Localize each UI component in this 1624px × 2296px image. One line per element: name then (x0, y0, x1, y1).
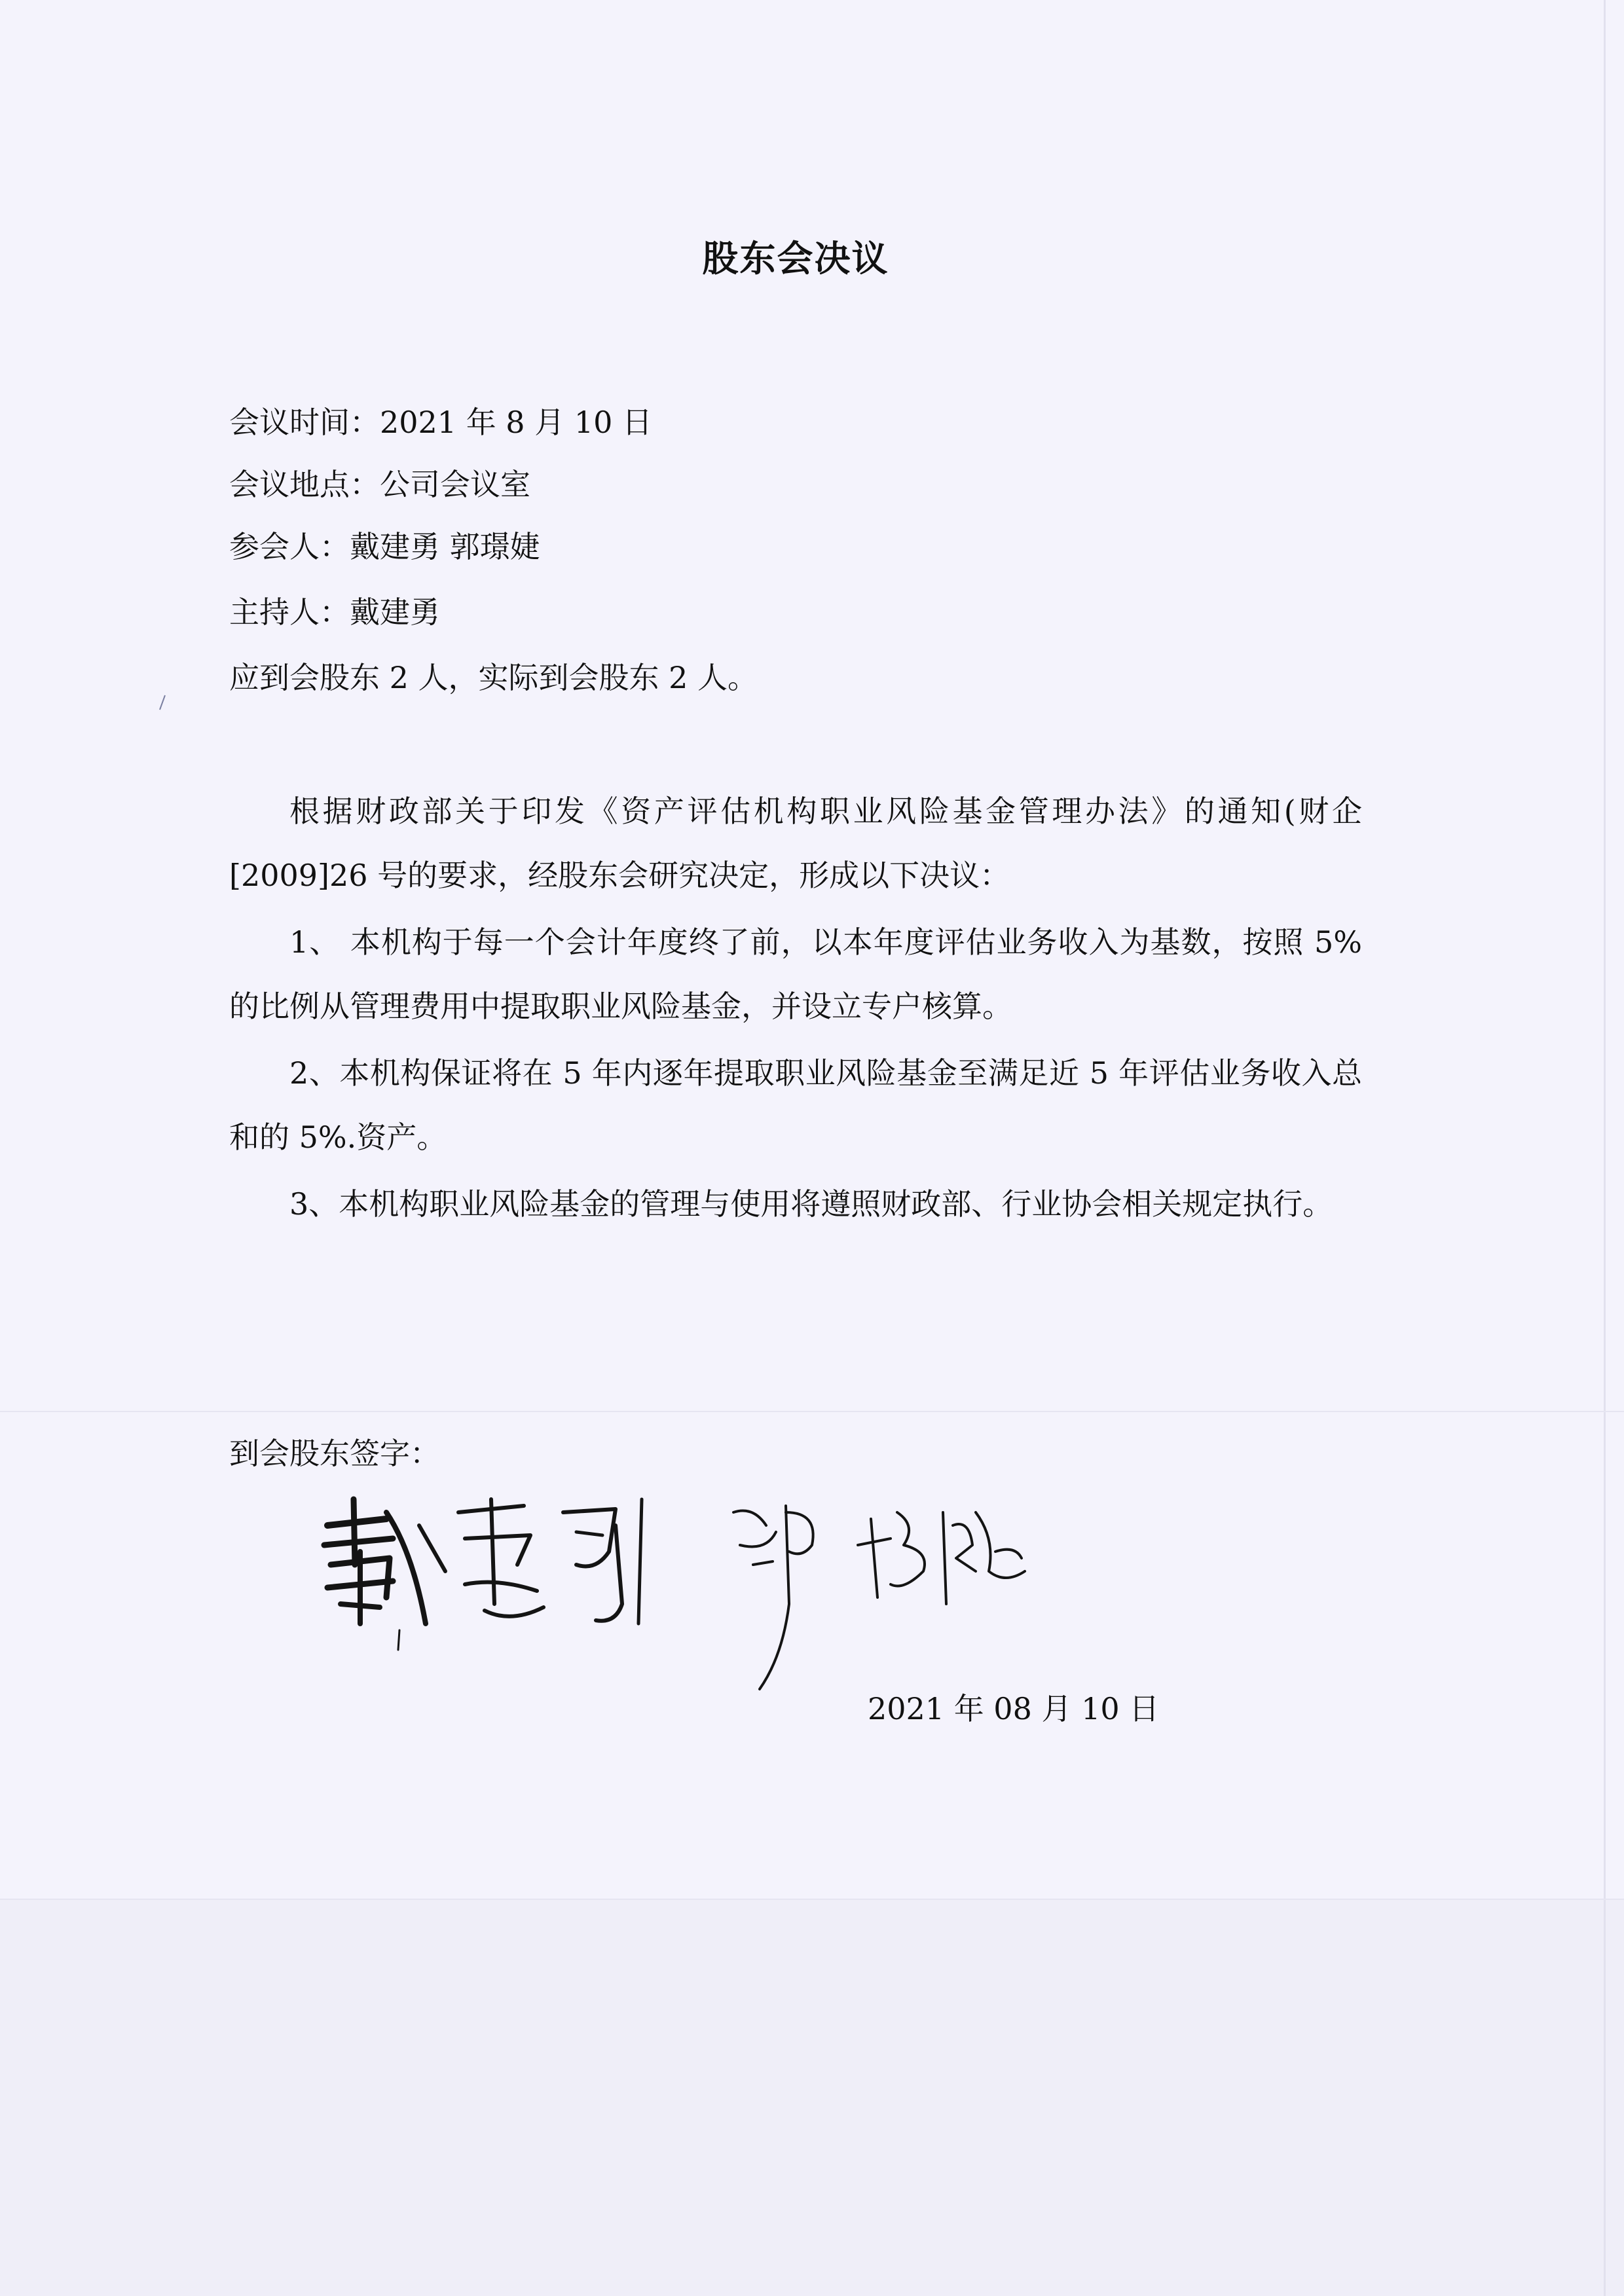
intro-paragraph: 根据财政部关于印发《资产评估机构职业风险基金管理办法》的通知(财企[2009]26 号的要求，经股东会研究决定，形成以下决议： (229, 793, 1362, 893)
scan-band (0, 1411, 1624, 1412)
attendance: 应到会股东 2 人，实际到会股东 2 人。 (229, 660, 758, 695)
signature-label: 到会股东签字： (229, 1436, 440, 1471)
attendees: 参会人：戴建勇 郭璟婕 (229, 529, 540, 564)
scan-edge (1604, 0, 1606, 2296)
host: 主持人：戴建勇 (229, 594, 440, 630)
handwritten-signatures (314, 1473, 1061, 1722)
meeting-place: 会议地点：公司会议室 (229, 467, 530, 502)
scan-band (0, 1899, 1624, 1900)
signature-2 (733, 1506, 1025, 1689)
resolution-2: 2、本机构保证将在 5 年内逐年提取职业风险基金至满足近 5 年评估业务收入总和的 5%.资产。 (229, 1055, 1362, 1155)
signature-1 (324, 1499, 642, 1650)
signature-date: 2021 年 08 月 10 日 (868, 1691, 1160, 1726)
stray-pen-mark (157, 694, 168, 711)
resolution-1: 1、 本机构于每一个会计年度终了前，以本年度评估业务收入为基数，按照 5%的比例从管理费用中提取职业风险基金，并设立专户核算。 (229, 924, 1362, 1024)
document-title: 股东会决议 (702, 237, 889, 280)
meeting-time: 会议时间：2021 年 8 月 10 日 (229, 405, 652, 440)
scan-shade (0, 1899, 1624, 2296)
resolution-3: 3、本机构职业风险基金的管理与使用将遵照财政部、行业协会相关规定执行。 (289, 1186, 1333, 1222)
